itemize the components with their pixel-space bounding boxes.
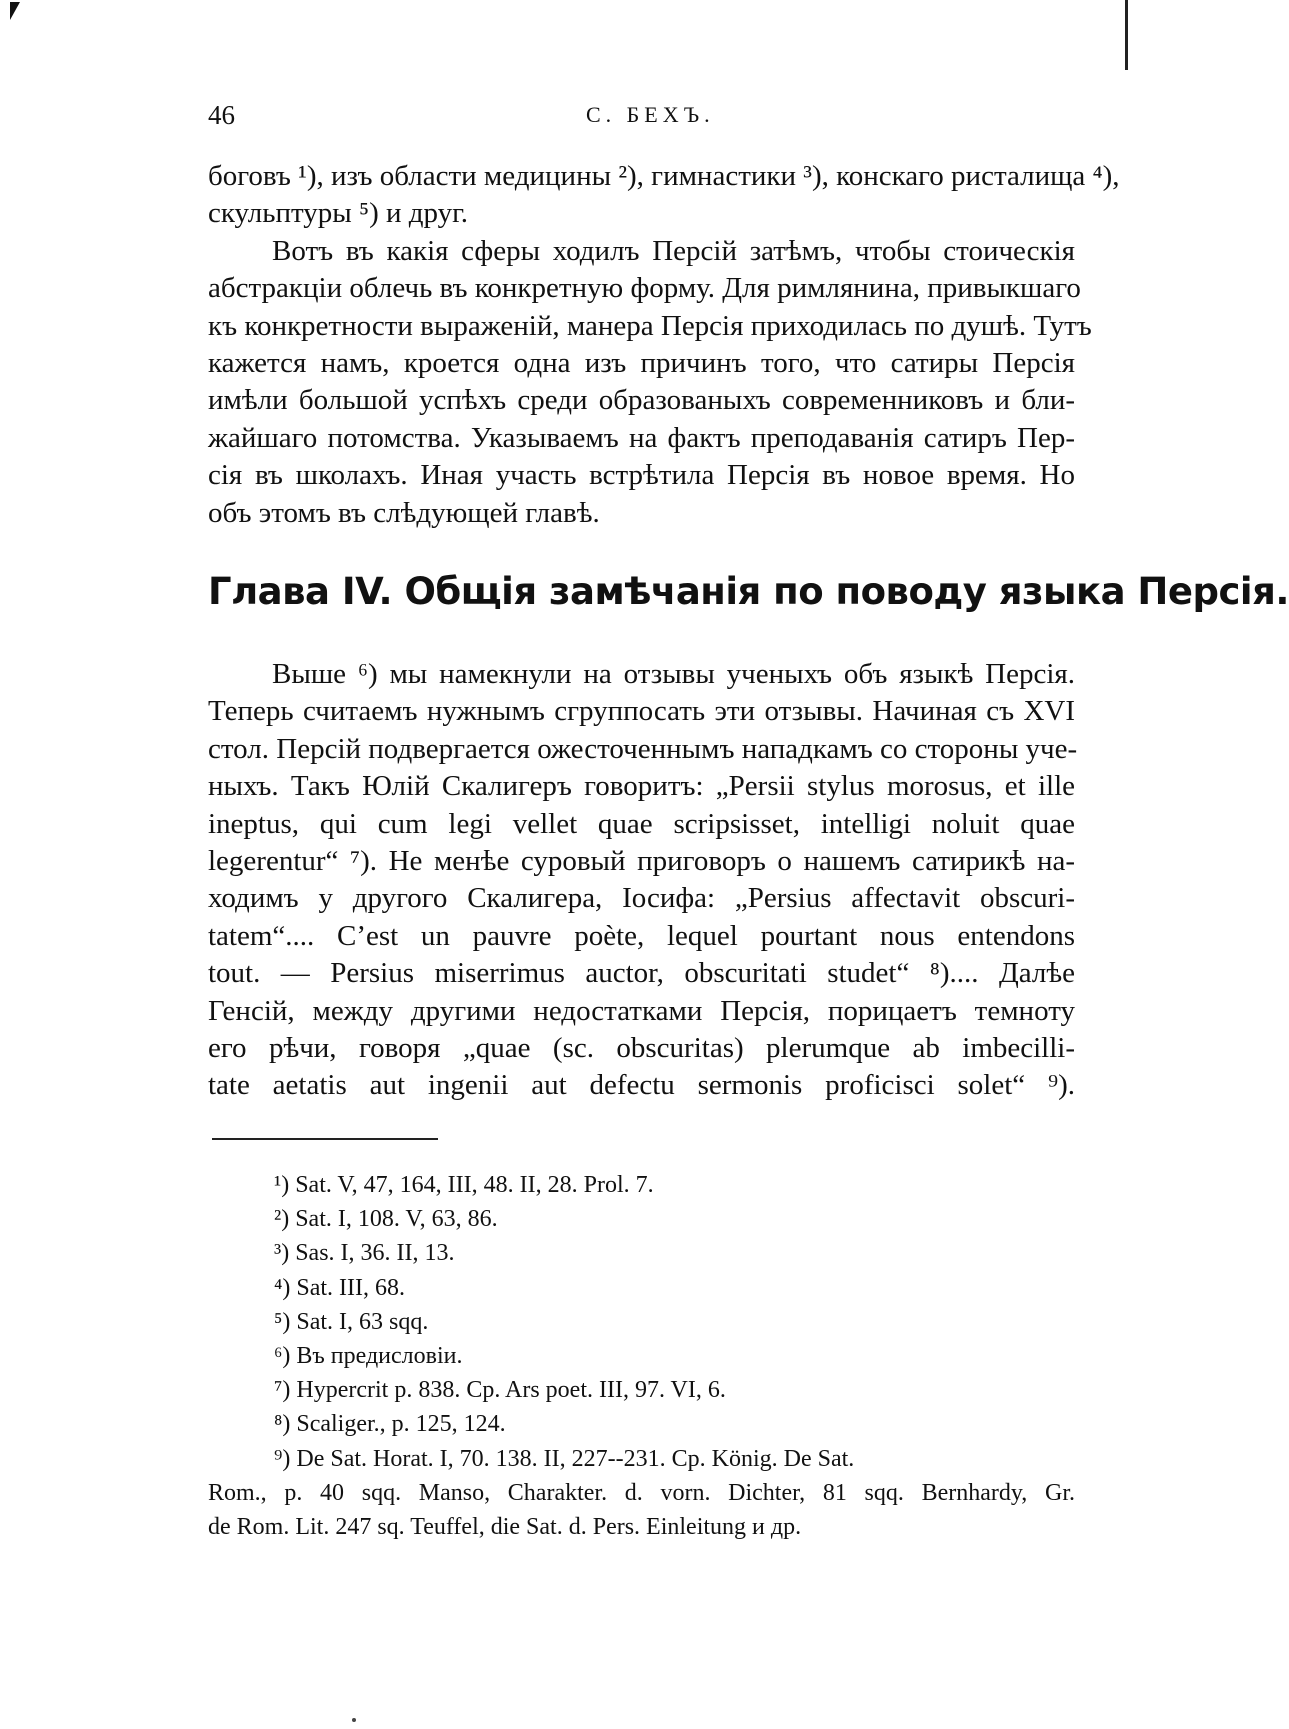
footnote-continuation: de Rom. Lit. 247 sq. Teuffel, die Sat. d. Pers. Einleitung и др. — [208, 1514, 802, 1541]
page-edge-line — [1125, 0, 1128, 70]
text-line: Выше ⁶) мы намекнули на отзывы ученыхъ объ языкѣ Персія. — [272, 658, 1075, 690]
text-line: боговъ ¹), изъ области медицины ²), гимнастики ³), конскаго ристалища ⁴), — [208, 160, 1120, 192]
corner-scan-mark — [10, 2, 20, 20]
text-line: ходимъ у другого Скалигера, Іосифа: „Persius affectavit obscuri- — [208, 882, 1075, 915]
footnote-item: ¹) Sat. V, 47, 164, III, 48. II, 28. Prol. 7. — [274, 1172, 654, 1198]
text-line: ныхъ. Такъ Юлій Скалигеръ говоритъ: „Persii stylus morosus, et ille — [208, 770, 1075, 803]
footnote-item: ⁷) Hypercrit p. 838. Cp. Ars poet. III, 97. VI, 6. — [274, 1377, 726, 1404]
footnote-divider — [212, 1138, 438, 1140]
paragraph-3 — [208, 656, 1078, 1105]
page-header — [208, 100, 1075, 140]
chapter-heading: Глава IV. Общія замѣчанія по поводу языка Персія. — [208, 570, 1289, 613]
text-line: стол. Персій подвергается ожесточеннымъ нападкамъ со стороны уче- — [208, 732, 1078, 765]
footnote-item: ⁸) Scaliger., p. 125, 124. — [274, 1411, 506, 1438]
footnote-item: ⁵) Sat. I, 63 sqq. — [274, 1308, 429, 1335]
running-title: С. БЕХЪ. — [586, 102, 715, 127]
footnote-item: ⁶) Въ предисловіи. — [274, 1343, 463, 1370]
text-line: объ этомъ въ слѣдующей главѣ. — [208, 496, 600, 529]
text-line: tatem“.... C’est un pauvre poète, lequel pourtant nous entendons — [208, 919, 1075, 952]
text-line: его рѣчи, говоря „quae (sc. obscuritas) plerumque ab imbecilli- — [208, 1032, 1075, 1065]
footnote-continuation: Rom., p. 40 sqq. Manso, Charakter. d. vorn. Dichter, 81 sqq. Bernhardy, Gr. — [208, 1479, 1075, 1506]
text-line: tate aetatis aut ingenii aut defectu sermonis proficisci solet“ ⁹). — [208, 1069, 1075, 1102]
text-line: ineptus, qui cum legi vellet quae scripsisset, intelligi noluit quae — [208, 807, 1075, 840]
text-line: къ конкретности выраженій, манера Персія приходилась по душѣ. Тутъ — [208, 309, 1092, 342]
text-line: кажется намъ, кроется одна изъ причинъ того, что сатиры Персія — [208, 347, 1075, 380]
text-line: жайшаго потомства. Указываемъ на фактъ преподаванія сатиръ Пер- — [208, 421, 1075, 454]
text-line: Вотъ въ какія сферы ходилъ Персій затѣмъ, чтобы стоическія — [272, 234, 1075, 267]
text-line: Теперь считаемъ нужнымъ сгруппосать эти отзывы. Начиная съ XVI — [208, 695, 1075, 728]
text-line: Генсій, между другими недостатками Персія, порицаетъ темноту — [208, 994, 1075, 1027]
scan-speck — [352, 1718, 356, 1722]
footnotes — [208, 1168, 1075, 1544]
paragraph-2 — [208, 233, 1092, 532]
paragraph-1 — [208, 158, 1120, 233]
footnote-item: ²) Sat. I, 108. V, 63, 86. — [274, 1206, 498, 1233]
footnote-item: ³) Sas. I, 36. II, 13. — [274, 1240, 455, 1267]
body-text-top — [208, 158, 1120, 532]
body-text-chapter — [208, 656, 1078, 1105]
page-number: 46 — [208, 100, 235, 130]
text-line: сія въ школахъ. Иная участь встрѣтила Персія въ новое время. Но — [208, 459, 1075, 492]
footnote-item: ⁴) Sat. III, 68. — [274, 1274, 406, 1301]
text-line: legerentur“ ⁷). Не менѣе суровый приговоръ о нашемъ сатирикѣ на- — [208, 845, 1075, 878]
text-line: абстракціи облечь въ конкретную форму. Для римлянина, привыкшаго — [208, 272, 1081, 305]
text-line: tout. — Persius miserrimus auctor, obscuritati studet“ ⁸).... Далѣе — [208, 957, 1075, 990]
text-line: скульптуры ⁵) и друг. — [208, 197, 469, 230]
text-line: имѣли большой успѣхъ среди образованыхъ современниковъ и бли- — [208, 384, 1075, 417]
footnote-item: ⁹) De Sat. Horat. I, 70. 138. II, 227--231. Cp. König. De Sat. — [274, 1445, 855, 1472]
